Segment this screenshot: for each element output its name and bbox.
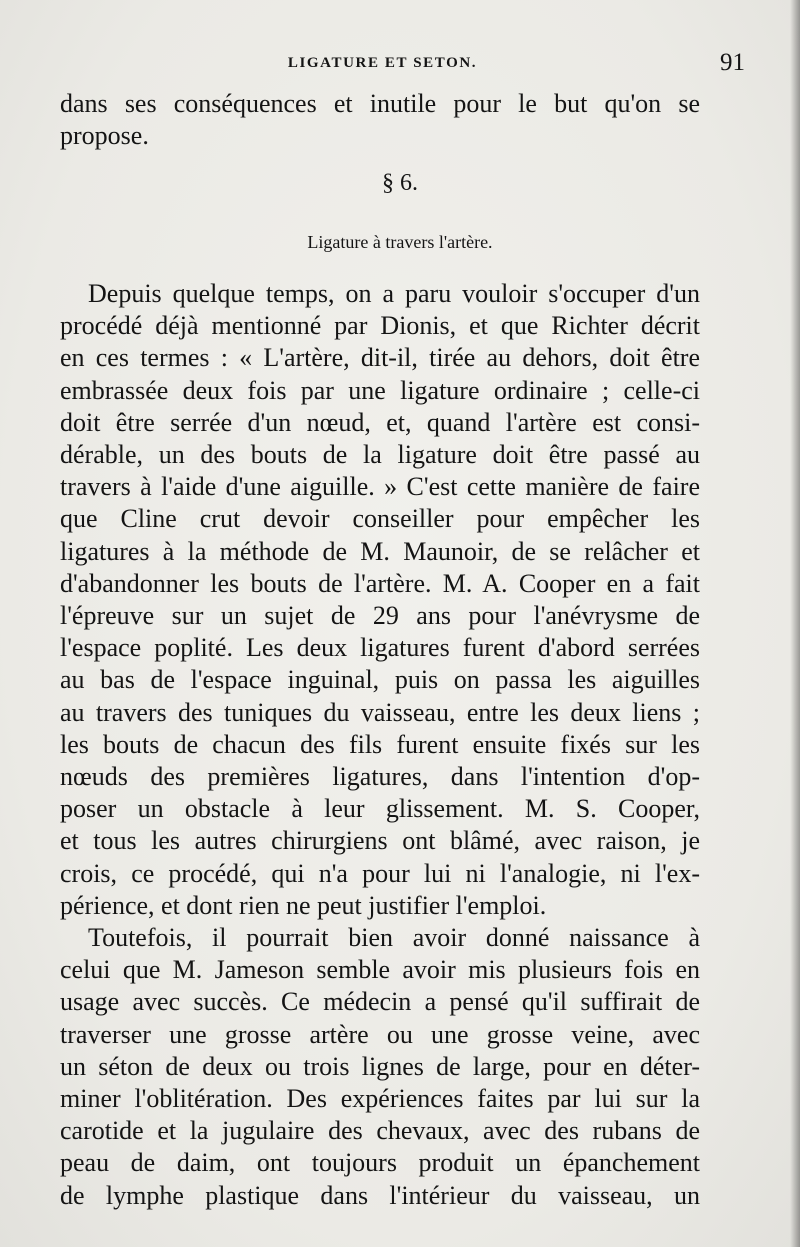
text-line: miner l'oblitération. Des expériences faites par lui sur la (60, 1084, 700, 1114)
section-title: Ligature à travers l'artère. (307, 232, 493, 252)
text-line: un séton de deux ou trois lignes de large, pour en déter- (60, 1051, 700, 1081)
text-line: doit être serrée d'un nœud, et, quand l'artère est consi- (60, 407, 700, 437)
text-line: usage avec succès. Ce médecin a pensé qu'il suffirait de (60, 987, 700, 1017)
text-line: Depuis quelque temps, on a paru vouloir s'occuper d'un (88, 279, 700, 308)
text-line: au bas de l'espace inguinal, puis on passa les aiguilles (60, 665, 700, 695)
text-line: en ces termes : « L'artère, dit-il, tirée au dehors, doit être (60, 343, 700, 373)
text-line: traverser une grosse artère ou une grosse veine, avec (60, 1019, 700, 1049)
text-line: crois, ce procédé, qui n'a pour lui ni l'analogie, ni l'ex- (60, 858, 700, 888)
paragraph-1 (60, 278, 700, 922)
text-line: au travers des tuniques du vaisseau, entre les deux liens ; (60, 697, 700, 727)
text-line: propose. (60, 121, 149, 151)
text-line: les bouts de chacun des fils furent ensuite fixés sur les (60, 729, 700, 759)
paragraph-2 (60, 922, 700, 1212)
text-line: Toutefois, il pourrait bien avoir donné naissance à (88, 923, 700, 952)
running-head (60, 49, 745, 79)
text-line: ligatures à la méthode de M. Maunoir, de se relâcher et (60, 536, 700, 566)
text-line: travers à l'aide d'une aiguille. » C'est cette manière de faire (60, 472, 700, 502)
page-edge-shadow (790, 0, 800, 1247)
text-line: dérable, un des bouts de la ligature doit être passé au (60, 440, 700, 470)
text-line: périence, et dont rien ne peut justifier l'emploi. (60, 890, 547, 920)
text-line: poser un obstacle à leur glissement. M. S. Cooper, (60, 794, 700, 824)
opening-text (60, 88, 700, 152)
section-number: § 6. (382, 170, 418, 196)
text-line: embrassée deux fois par une ligature ordinaire ; celle-ci (60, 375, 700, 405)
text-line: nœuds des premières ligatures, dans l'intention d'op- (60, 762, 700, 792)
text-line: que Cline crut devoir conseiller pour empêcher les (60, 504, 700, 534)
text-line: celui que M. Jameson semble avoir mis plusieurs fois en (60, 955, 700, 985)
text-line: l'espace poplité. Les deux ligatures furent d'abord serrées (60, 633, 700, 663)
text-line: l'épreuve sur un sujet de 29 ans pour l'anévrysme de (60, 601, 700, 631)
running-head-title: LIGATURE ET SETON. (287, 55, 478, 71)
text-line: peau de daim, ont toujours produit un épanchement (60, 1148, 700, 1178)
text-line: dans ses conséquences et inutile pour le but qu'on se (60, 89, 700, 118)
text-line: de lymphe plastique dans l'intérieur du vaisseau, un (60, 1180, 700, 1210)
text-line: d'abandonner les bouts de l'artère. M. A. Cooper en a fait (60, 568, 700, 598)
page-number: 91 (720, 49, 745, 76)
text-line: et tous les autres chirurgiens ont blâmé, avec raison, je (60, 826, 700, 856)
text-line: carotide et la jugulaire des chevaux, avec des rubans de (60, 1116, 700, 1146)
text-line: procédé déjà mentionné par Dionis, et que Richter décrit (60, 311, 700, 341)
